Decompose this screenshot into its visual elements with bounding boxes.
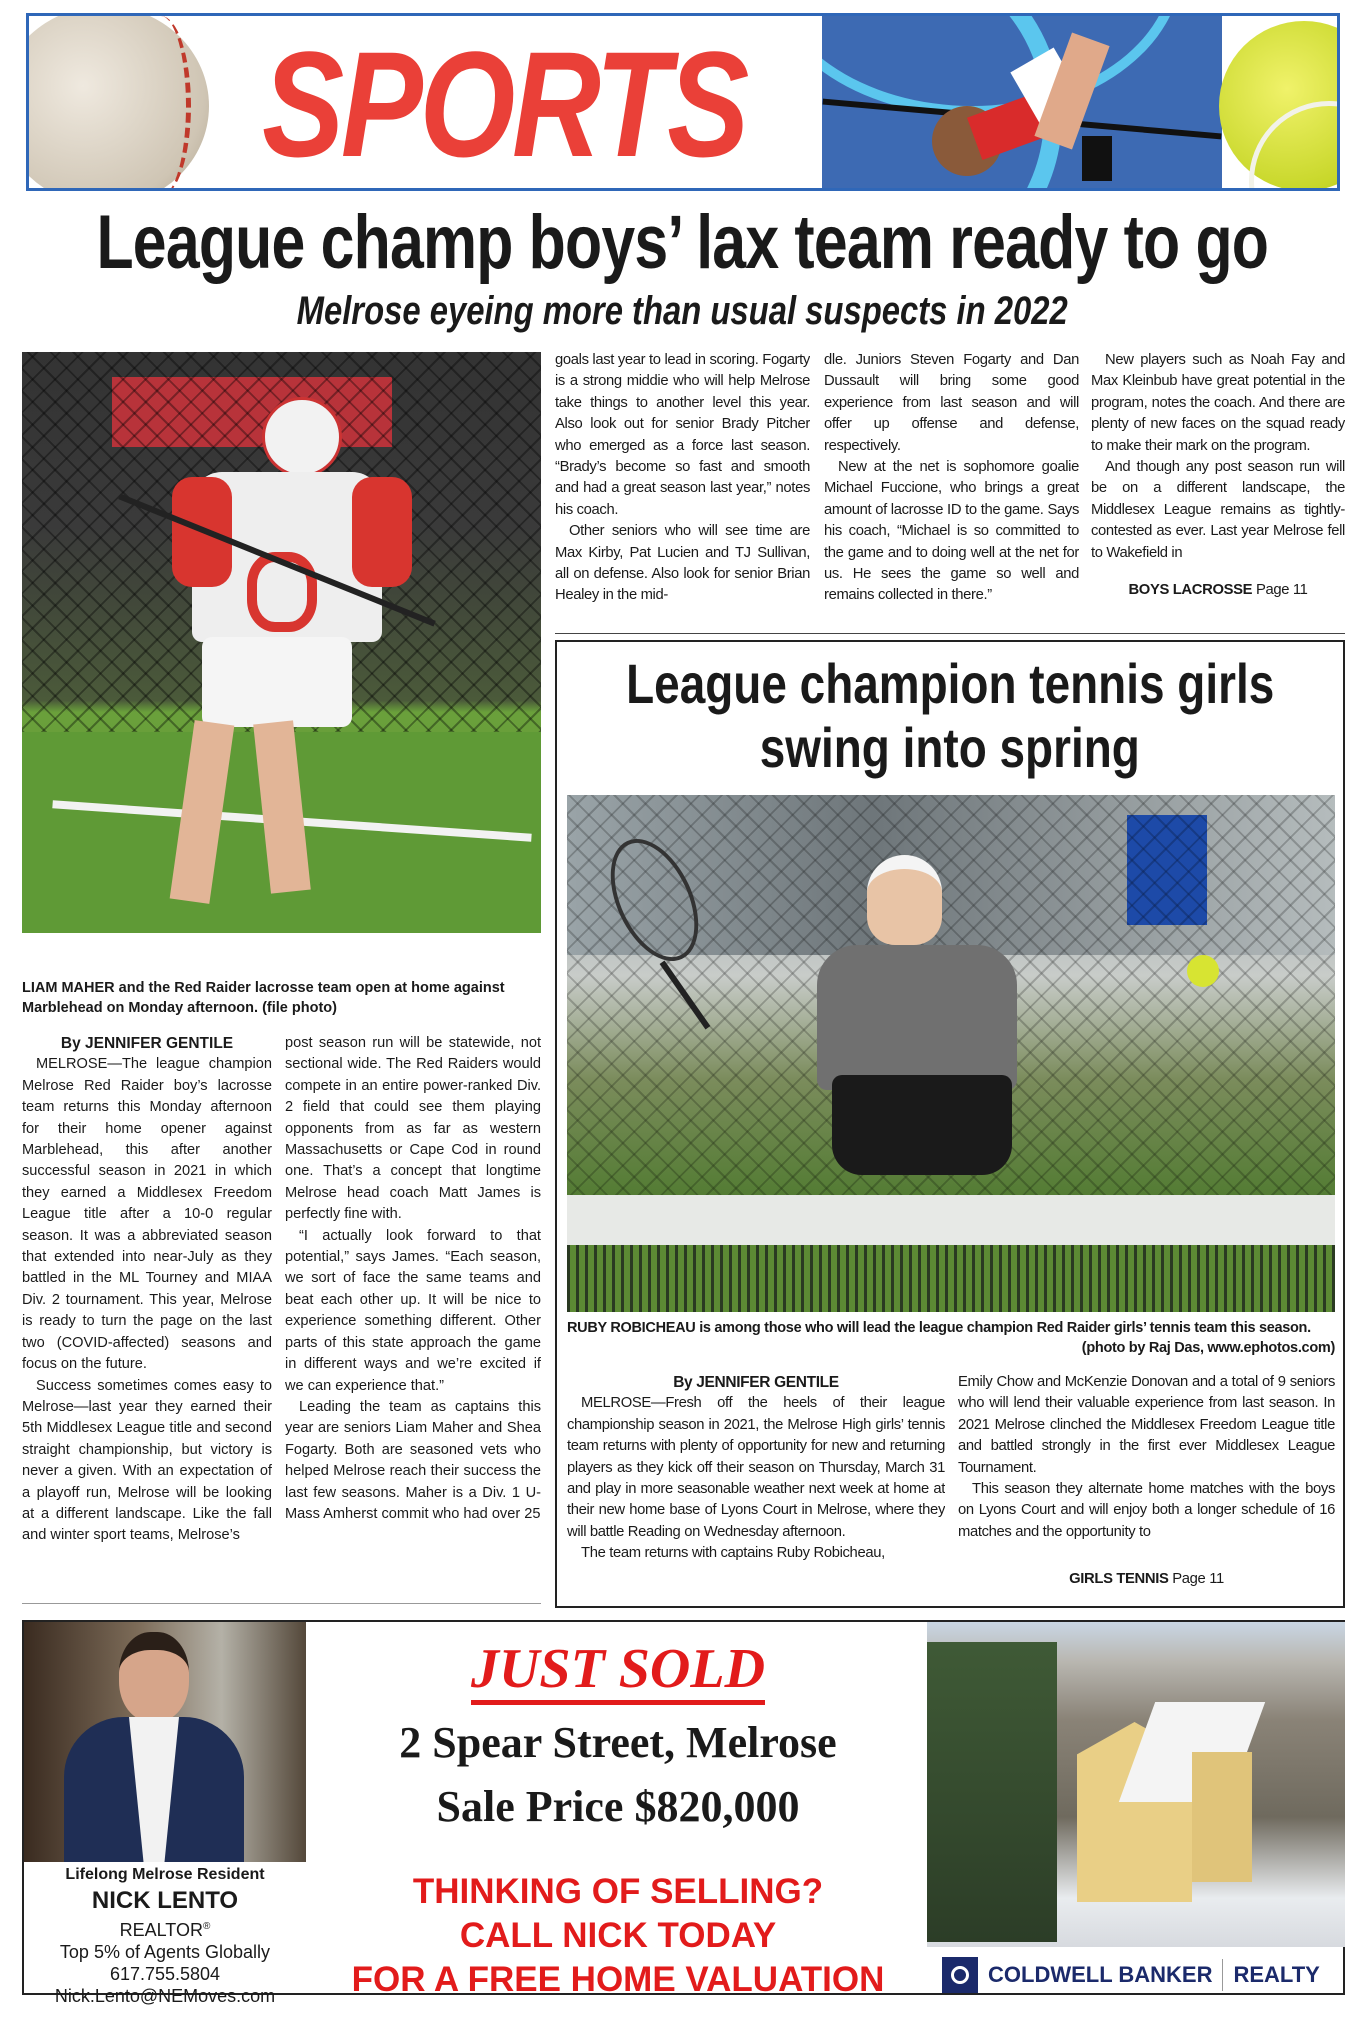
paragraph: Emily Chow and McKenzie Donovan and a total of 9 seniors who will lend their valuable experience from last season. In 2021 Melrose clinched the Middlesex Freedom League title and battled strongly in the first ever Middlesex League Tournament.	[958, 1374, 1335, 1476]
lacrosse-byline: By JENNIFER GENTILE	[60, 1035, 234, 1052]
real-estate-ad[interactable]	[22, 1620, 1345, 2006]
coldwell-banker-logo: COLDWELL BANKER REALTY	[942, 1957, 1337, 1993]
cta-line-3: FOR A FREE HOME VALUATION	[351, 1960, 885, 1999]
cta-line-2: CALL NICK TODAY	[459, 1916, 777, 1955]
paragraph: MELROSE—Fresh off the heels of their league championship season in 2021, the Melrose High girls’ tennis team returns with plenty of opportunity for new and returning players as they kick off their season on Thursday, March 31 and play in more seasonable weather next week at home at their new home base of Lyons Court in Melrose, where they will battle Reading on Wednesday afternoon.	[567, 1395, 945, 1540]
divider	[555, 633, 1345, 634]
tennis-player-photo	[567, 795, 1335, 1312]
tennis-column-2	[958, 1372, 1335, 1597]
cta-line-1: THINKING OF SELLING?	[412, 1872, 824, 1911]
jump-section: GIRLS TENNIS	[1069, 1571, 1169, 1588]
ad-center	[312, 1622, 924, 2002]
agent-title: REALTOR®	[119, 1920, 211, 1940]
lacrosse-player-photo	[22, 352, 541, 933]
cb-logo-icon	[942, 1957, 978, 1993]
sale-price: Sale Price $820,000	[436, 1782, 800, 1831]
agent-info	[24, 1864, 306, 2007]
sold-house-photo	[927, 1622, 1345, 1947]
lacrosse-column-3	[555, 350, 810, 630]
paragraph: Other seniors who will see time are Max Kirby, Pat Lucien and TJ Sullivan, all on defense. Also look for senior Brian Healey in the mid-	[555, 523, 810, 604]
tennis-photo-caption: RUBY ROBICHEAU is among those who will lead the league champion Red Raider girls’ tennis team this season. (photo by Raj Das, www.ephotos.com)	[567, 1320, 1335, 1356]
agent-phone[interactable]: 617.755.5804	[109, 1964, 221, 1984]
tennis-jump-line[interactable]	[958, 1569, 1335, 1590]
lacrosse-column-1	[22, 1033, 272, 1598]
sold-address: 2 Spear Street, Melrose	[399, 1718, 837, 1767]
tennis-ball-illustration	[1219, 21, 1340, 191]
sports-banner	[26, 13, 1340, 191]
jump-page: Page 11	[1172, 1571, 1224, 1588]
tennis-headline: League champion tennis girls swing into spring	[625, 652, 1275, 779]
paragraph: And though any post season run will be on a different landscape, the Middlesex League remains as tightly-contested as ever. Last year Melrose fell to Wakefield in	[1091, 459, 1345, 561]
paragraph: The team returns with captains Ruby Robicheau,	[581, 1545, 885, 1562]
lacrosse-photo-caption: LIAM MAHER and the Red Raider lacrosse team open at home against Marblehead on Monday afternoon. (file photo)	[22, 980, 505, 1016]
baseball-illustration	[26, 13, 209, 191]
high-jumper-illustration	[822, 16, 1222, 188]
paragraph: “I actually look forward to that potential,” says James. “Each season, we sort of face the same teams and beat each other up. It will be nice to experience something different. Other parts of this state approach the game in different ways and we’re excited if we can experience that.”	[285, 1227, 541, 1394]
lacrosse-jump-line[interactable]	[1091, 580, 1345, 601]
paragraph: dle. Juniors Steven Fogarty and Dan Dussault will bring some good experience from last season and will offer up offense and defense, respectively.	[824, 352, 1079, 454]
agent-name: NICK LENTO	[91, 1887, 239, 1914]
tennis-column-1	[567, 1372, 945, 1597]
paragraph: New players such as Noah Fay and Max Kleinbub have great potential in the program, notes the coach. And there are plenty of new faces on the squad ready to make their mark on the program.	[1091, 352, 1345, 454]
agent-claim: Top 5% of Agents Globally	[59, 1942, 271, 1962]
agent-photo	[24, 1622, 306, 1862]
paragraph: New at the net is sophomore goalie Michael Fuccione, who brings a great amount of lacrosse ID to the game. Says his coach, “Michael is so committed to the game and to doing well at the net for us. He sees the game so well and remains collected in there.”	[824, 459, 1079, 604]
section-title: SPORTS	[262, 20, 746, 188]
agent-email[interactable]: Nick.Lento@NEMoves.com	[54, 1986, 276, 2006]
tennis-byline: By JENNIFER GENTILE	[673, 1374, 839, 1391]
jump-page: Page 11	[1255, 582, 1308, 599]
photo-credit: (photo by Raj Das, www.ephotos.com)	[1081, 1340, 1335, 1356]
paragraph: post season run will be statewide, not sectional wide. The Red Raiders would compete in an entire power-ranked Div. 2 field that could see them playing opponents from as far as western Massachusetts or Cape Cod in round one. That’s a concept that longtime Melrose head coach Matt James is perfectly fine with.	[285, 1035, 541, 1223]
lacrosse-column-2	[285, 1033, 541, 1598]
lacrosse-column-4	[824, 350, 1079, 630]
paragraph: goals last year to lead in scoring. Fogarty is a strong middie who will help Melrose take things to another level this year. Also look out for senior Brady Pitcher who emerged as a force last season. “Brady’s become so fast and smooth and had a great season last year,” notes his coach.	[555, 352, 810, 518]
lacrosse-column-5	[1091, 350, 1345, 630]
lacrosse-subhead: Melrose eyeing more than usual suspects in 2022	[296, 289, 1068, 333]
paragraph: This season they alternate home matches with the boys on Lyons Court and will enjoy both a longer schedule of 16 matches and the opportunity to	[958, 1481, 1335, 1540]
just-sold-heading: JUST SOLD	[471, 1638, 765, 1705]
jump-section: BOYS LACROSSE	[1128, 582, 1253, 599]
agent-tagline: Lifelong Melrose Resident	[65, 1866, 265, 1883]
paragraph: Success sometimes comes easy to Melrose—last year they earned their 5th Middlesex League title and second straight championship, but victory is never a given. With an expectation of a playoff run, Melrose will be looking at a different landscape. Like the fall and winter sport teams, Melrose’s	[22, 1377, 272, 1544]
paragraph: Leading the team as captains this year are seniors Liam Maher and Shea Fogarty. Both are seasoned vets who helped Melrose reach their success the last few seasons. Maher is a Div. 1 U-Mass Amherst commit who had over 25	[285, 1398, 541, 1522]
paragraph: MELROSE—The league champion Melrose Red Raider boy’s lacrosse team returns this Monday afternoon for their home opener against Marblehead, this after another successful season in 2021 in which they earned a Middlesex Freedom League title after a 10-0 regular season. It was a abbreviated season that extended into near-July as they battled in the ML Tourney and MIAA Div. 2 tournament. This year, Melrose is ready to turn the page on the last two (COVID-affected) seasons and focus on the future.	[22, 1056, 272, 1373]
lacrosse-headline: League champ boys’ lax team ready to go	[96, 200, 1268, 285]
divider	[22, 1603, 541, 1604]
